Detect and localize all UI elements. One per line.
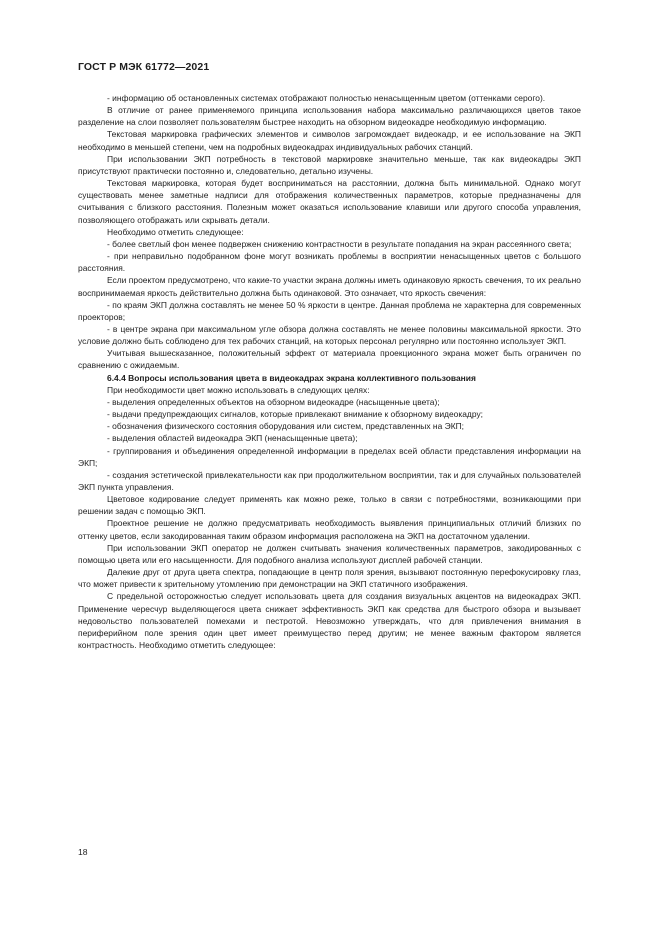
page-number: 18	[78, 847, 88, 857]
paragraph: Если проектом предусмотрено, что какие-то участки экрана должны иметь одинаковую яркость свечения, то их реально воспринимаемая яркость действительно должна быть одинаковой. Это означает, что яркость свечения:	[78, 275, 581, 298]
section-heading: 6.4.4 Вопросы использования цвета в видеокадрах экрана коллективного пользования	[107, 372, 476, 383]
paragraph: Учитывая вышесказанное, положительный эффект от материала проекционного экрана может быть ограничен по сравнению с ожидаемым.	[78, 348, 581, 371]
paragraph: - выделения определенных объектов на обзорном видеокадре (насыщенные цвета);	[107, 396, 440, 407]
paragraph: - по краям ЭКП должна составлять не менее 50 % яркости в центре. Данная проблема не характерна для современных проекторов;	[78, 299, 581, 322]
document-body	[78, 92, 581, 651]
paragraph: - при неправильно подобранном фоне могут возникать проблемы в восприятии ненасыщенных цветов с большого расстояния.	[78, 251, 581, 274]
paragraph: - обозначения физического состояния оборудования или систем, представленных на ЭКП;	[107, 421, 465, 432]
paragraph: - выделения областей видеокадра ЭКП (ненасыщенные цвета);	[107, 433, 358, 444]
paragraph: Текстовая маркировка графических элементов и символов загромождает видеокадр, и ее использование на ЭКП необходимо в меньшей степени, чем на подробных видеокадрах индивидуальных рабочих станций.	[78, 129, 581, 152]
paragraph: Текстовая маркировка, которая будет восприниматься на расстоянии, должна быть минимальной. Однако могут существовать менее заметные надписи для отображения количественных параметров, которые предназначены для считывания с близкого расстояния. Полезным может оказаться использование клавиши или другого способа управления, позволяющего отображать или скрывать детали.	[78, 178, 581, 225]
paragraph: - более светлый фон менее подвержен снижению контрастности в результате попадания на экран рассеянного света;	[107, 238, 572, 249]
paragraph: - создания эстетической привлекательности как при продолжительном восприятии, так и для случайных пользователей ЭКП пункта управления.	[78, 469, 581, 492]
paragraph: - в центре экрана при максимальном угле обзора должна составлять не менее половины максимальной яркости. Это условие должно быть соблюдено для тех рабочих станций, на которых персонал регулярно или постоянно использует ЭКП.	[78, 323, 581, 347]
paragraph: - группирования и объединения определенной информации в пределах всей области представления информации на ЭКП;	[78, 445, 581, 468]
paragraph: Проектное решение не должно предусматривать необходимость выявления принципиальных отличий близких по оттенку цветов, если закодированная таким образом информация расположена на ЭКП на достаточном удалении.	[78, 518, 581, 541]
paragraph: В отличие от ранее применяемого принципа использования набора максимально различающихся цветов такое разделение на слои позволяет пользователям быстрее находить на обзорном видеокадре необходимую информацию.	[78, 105, 581, 128]
paragraph: При использовании ЭКП оператор не должен считывать значения количественных параметров, закодированных с помощью цвета или его насыщенности. Для подобного анализа используют дисплей рабочей станции.	[78, 542, 581, 565]
paragraph: С предельной осторожностью следует использовать цвета для создания визуальных акцентов на видеокадрах ЭКП. Применение чересчур выделяющегося цвета снижает эффективность ЭКП как средства для быстрого обзора и вызывает недовольство пользователей помехами и пестротой. Невозможно утверждать, что для привлечения внимания в периферийном поле зрения один цвет имеет преимущество перед другим; не менее важным фактором является контрастность. Необходимо отметить следующее:	[78, 591, 581, 651]
document-header: ГОСТ Р МЭК 61772—2021	[78, 61, 210, 73]
paragraph: - информацию об остановленных системах отображают полностью ненасыщенным цветом (оттенками серого).	[107, 93, 546, 103]
paragraph: - выдачи предупреждающих сигналов, которые привлекают внимание к обзорному видеокадру;	[107, 409, 484, 420]
paragraph: При необходимости цвет можно использовать в следующих целях:	[107, 384, 370, 395]
paragraph: При использовании ЭКП потребность в текстовой маркировке значительно меньше, так как видеокадры ЭКП присутствуют практически постоянно и, следовательно, детально изучены.	[78, 153, 581, 176]
paragraph: Необходимо отметить следующее:	[107, 226, 244, 237]
paragraph: Далекие друг от друга цвета спектра, попадающие в центр поля зрения, вызывают постоянную перефокусировку глаз, что может привести к зрительному утомлению при демонстрации на ЭКП статичного изображения.	[78, 567, 581, 590]
paragraph: Цветовое кодирование следует применять как можно реже, только в связи с потребностями, возникающими при решении задач с помощью ЭКП.	[78, 494, 581, 517]
